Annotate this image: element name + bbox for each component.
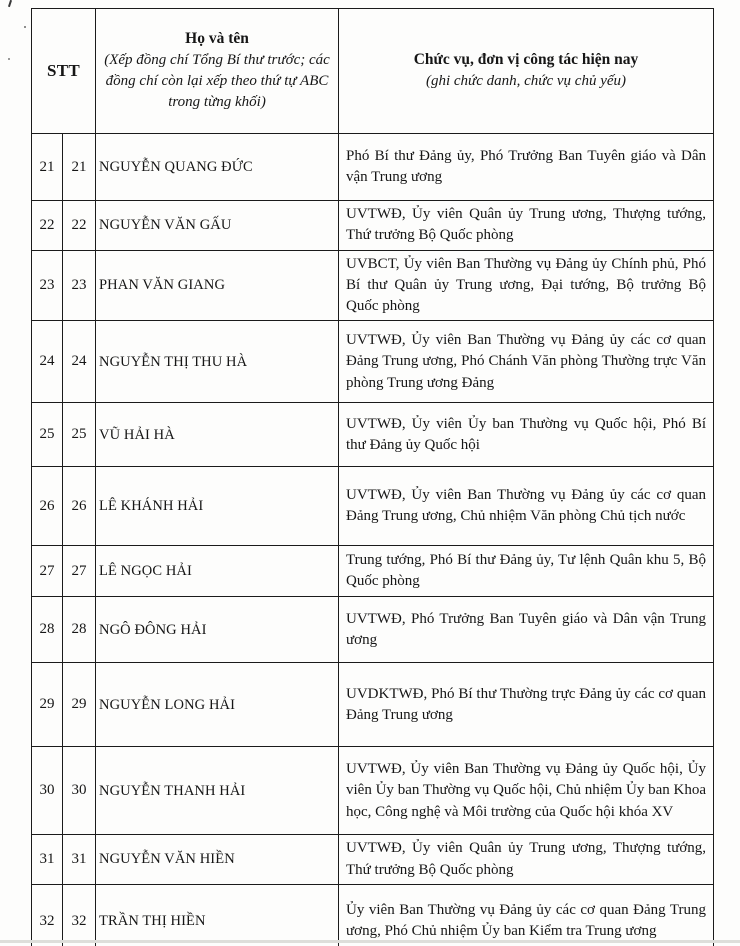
person-position: UVBCT, Ủy viên Ban Thường vụ Đảng ủy Chính phủ, Phó Bí thư Quân ủy Trung ương, Đại tướng, Bộ trưởng Bộ Quốc phòng: [339, 250, 714, 321]
person-name: LÊ NGỌC HẢI: [96, 546, 339, 597]
table-row: [32, 597, 714, 663]
person-name: TRẦN THỊ HIỀN: [96, 885, 339, 946]
table-row: [32, 250, 714, 321]
person-position: UVTWĐ, Ủy viên Ban Thường vụ Đảng ủy Quốc hội, Ủy viên Ủy ban Thường vụ Quốc hội, Chủ nhiệm Ủy ban Khoa học, Công nghệ và Môi trường của Quốc hội khóa XV: [339, 747, 714, 835]
row-number-left: 23: [32, 250, 63, 321]
person-name: VŨ HẢI HÀ: [96, 403, 339, 467]
table-row: [32, 546, 714, 597]
person-name: NGUYỄN VĂN GẤU: [96, 201, 339, 251]
row-number-right: 30: [63, 747, 96, 835]
row-number-right: 26: [63, 467, 96, 546]
header-name: [96, 9, 339, 134]
row-number-right: 21: [63, 134, 96, 201]
table-row: [32, 663, 714, 747]
header-name-note: (Xếp đồng chí Tổng Bí thư trước; các đồng chí còn lại xếp theo thứ tự ABC trong từng khối): [104, 52, 330, 111]
person-position: UVTWĐ, Ủy viên Ban Thường vụ Đảng ủy các cơ quan Đảng Trung ương, Chủ nhiệm Văn phòng Chủ tịch nước: [339, 467, 714, 546]
person-position: Phó Bí thư Đảng ủy, Phó Trưởng Ban Tuyên giáo và Dân vận Trung ương: [339, 134, 714, 201]
scan-bottom-edge: [0, 940, 740, 943]
header-position-note: (ghi chức danh, chức vụ chủ yếu): [425, 73, 627, 90]
row-number-left: 24: [32, 321, 63, 403]
officials-table: [31, 8, 714, 946]
person-name: NGUYỄN THỊ THU HÀ: [96, 321, 339, 403]
scan-artifact-mark: [8, 0, 12, 7]
row-number-left: 31: [32, 835, 63, 885]
row-number-left: 21: [32, 134, 63, 201]
row-number-right: 25: [63, 403, 96, 467]
table-row: [32, 201, 714, 251]
person-name: NGUYỄN LONG HẢI: [96, 663, 339, 747]
row-number-right: 31: [63, 835, 96, 885]
header-stt: STT: [32, 9, 96, 134]
row-number-left: 26: [32, 467, 63, 546]
person-position: Ủy viên Ban Thường vụ Đảng ủy các cơ quan Đảng Trung ương, Phó Chủ nhiệm Ủy ban Kiểm tra Trung ương: [339, 885, 714, 946]
header-row: [32, 9, 714, 134]
table-row: [32, 134, 714, 201]
row-number-right: 22: [63, 201, 96, 251]
table-row: [32, 467, 714, 546]
row-number-left: 30: [32, 747, 63, 835]
person-position: UVTWĐ, Ủy viên Ủy ban Thường vụ Quốc hội, Phó Bí thư Đảng ủy Quốc hội: [339, 403, 714, 467]
row-number-left: 22: [32, 201, 63, 251]
table-row: [32, 403, 714, 467]
row-number-right: 27: [63, 546, 96, 597]
person-name: NGÔ ĐÔNG HẢI: [96, 597, 339, 663]
scan-artifact-dot: [8, 58, 10, 60]
person-position: UVTWĐ, Ủy viên Quân ủy Trung ương, Thượng tướng, Thứ trưởng Bộ Quốc phòng: [339, 201, 714, 251]
row-number-left: 29: [32, 663, 63, 747]
header-position-title: Chức vụ, đơn vị công tác hiện nay: [413, 50, 639, 68]
table-row: [32, 747, 714, 835]
row-number-right: 32: [63, 885, 96, 946]
table-row: [32, 835, 714, 885]
person-position: UVTWĐ, Phó Trưởng Ban Tuyên giáo và Dân vận Trung ương: [339, 597, 714, 663]
header-position: [339, 9, 714, 134]
person-position: UVTWĐ, Ủy viên Ban Thường vụ Đảng ủy các cơ quan Đảng Trung ương, Phó Chánh Văn phòng Thường trực Văn phòng Trung ương Đảng: [339, 321, 714, 403]
row-number-right: 28: [63, 597, 96, 663]
table-row: [32, 885, 714, 946]
table-row: [32, 321, 714, 403]
table-body: [32, 134, 714, 946]
row-number-left: 25: [32, 403, 63, 467]
person-name: NGUYỄN THANH HẢI: [96, 747, 339, 835]
person-position: UVTWĐ, Ủy viên Quân ủy Trung ương, Thượng tướng, Thứ trưởng Bộ Quốc phòng: [339, 835, 714, 885]
row-number-right: 23: [63, 250, 96, 321]
person-name: NGUYỄN QUANG ĐỨC: [96, 134, 339, 201]
person-name: LÊ KHÁNH HẢI: [96, 467, 339, 546]
row-number-left: 32: [32, 885, 63, 946]
row-number-right: 24: [63, 321, 96, 403]
scan-artifact-dot: [24, 26, 26, 28]
person-name: PHAN VĂN GIANG: [96, 250, 339, 321]
person-name: NGUYỄN VĂN HIỀN: [96, 835, 339, 885]
person-position: Trung tướng, Phó Bí thư Đảng ủy, Tư lệnh Quân khu 5, Bộ Quốc phòng: [339, 546, 714, 597]
table-header: [32, 9, 714, 134]
row-number-right: 29: [63, 663, 96, 747]
header-name-title: Họ và tên: [185, 29, 249, 47]
row-number-left: 27: [32, 546, 63, 597]
person-position: UVDKTWĐ, Phó Bí thư Thường trực Đảng ủy các cơ quan Đảng Trung ương: [339, 663, 714, 747]
row-number-left: 28: [32, 597, 63, 663]
